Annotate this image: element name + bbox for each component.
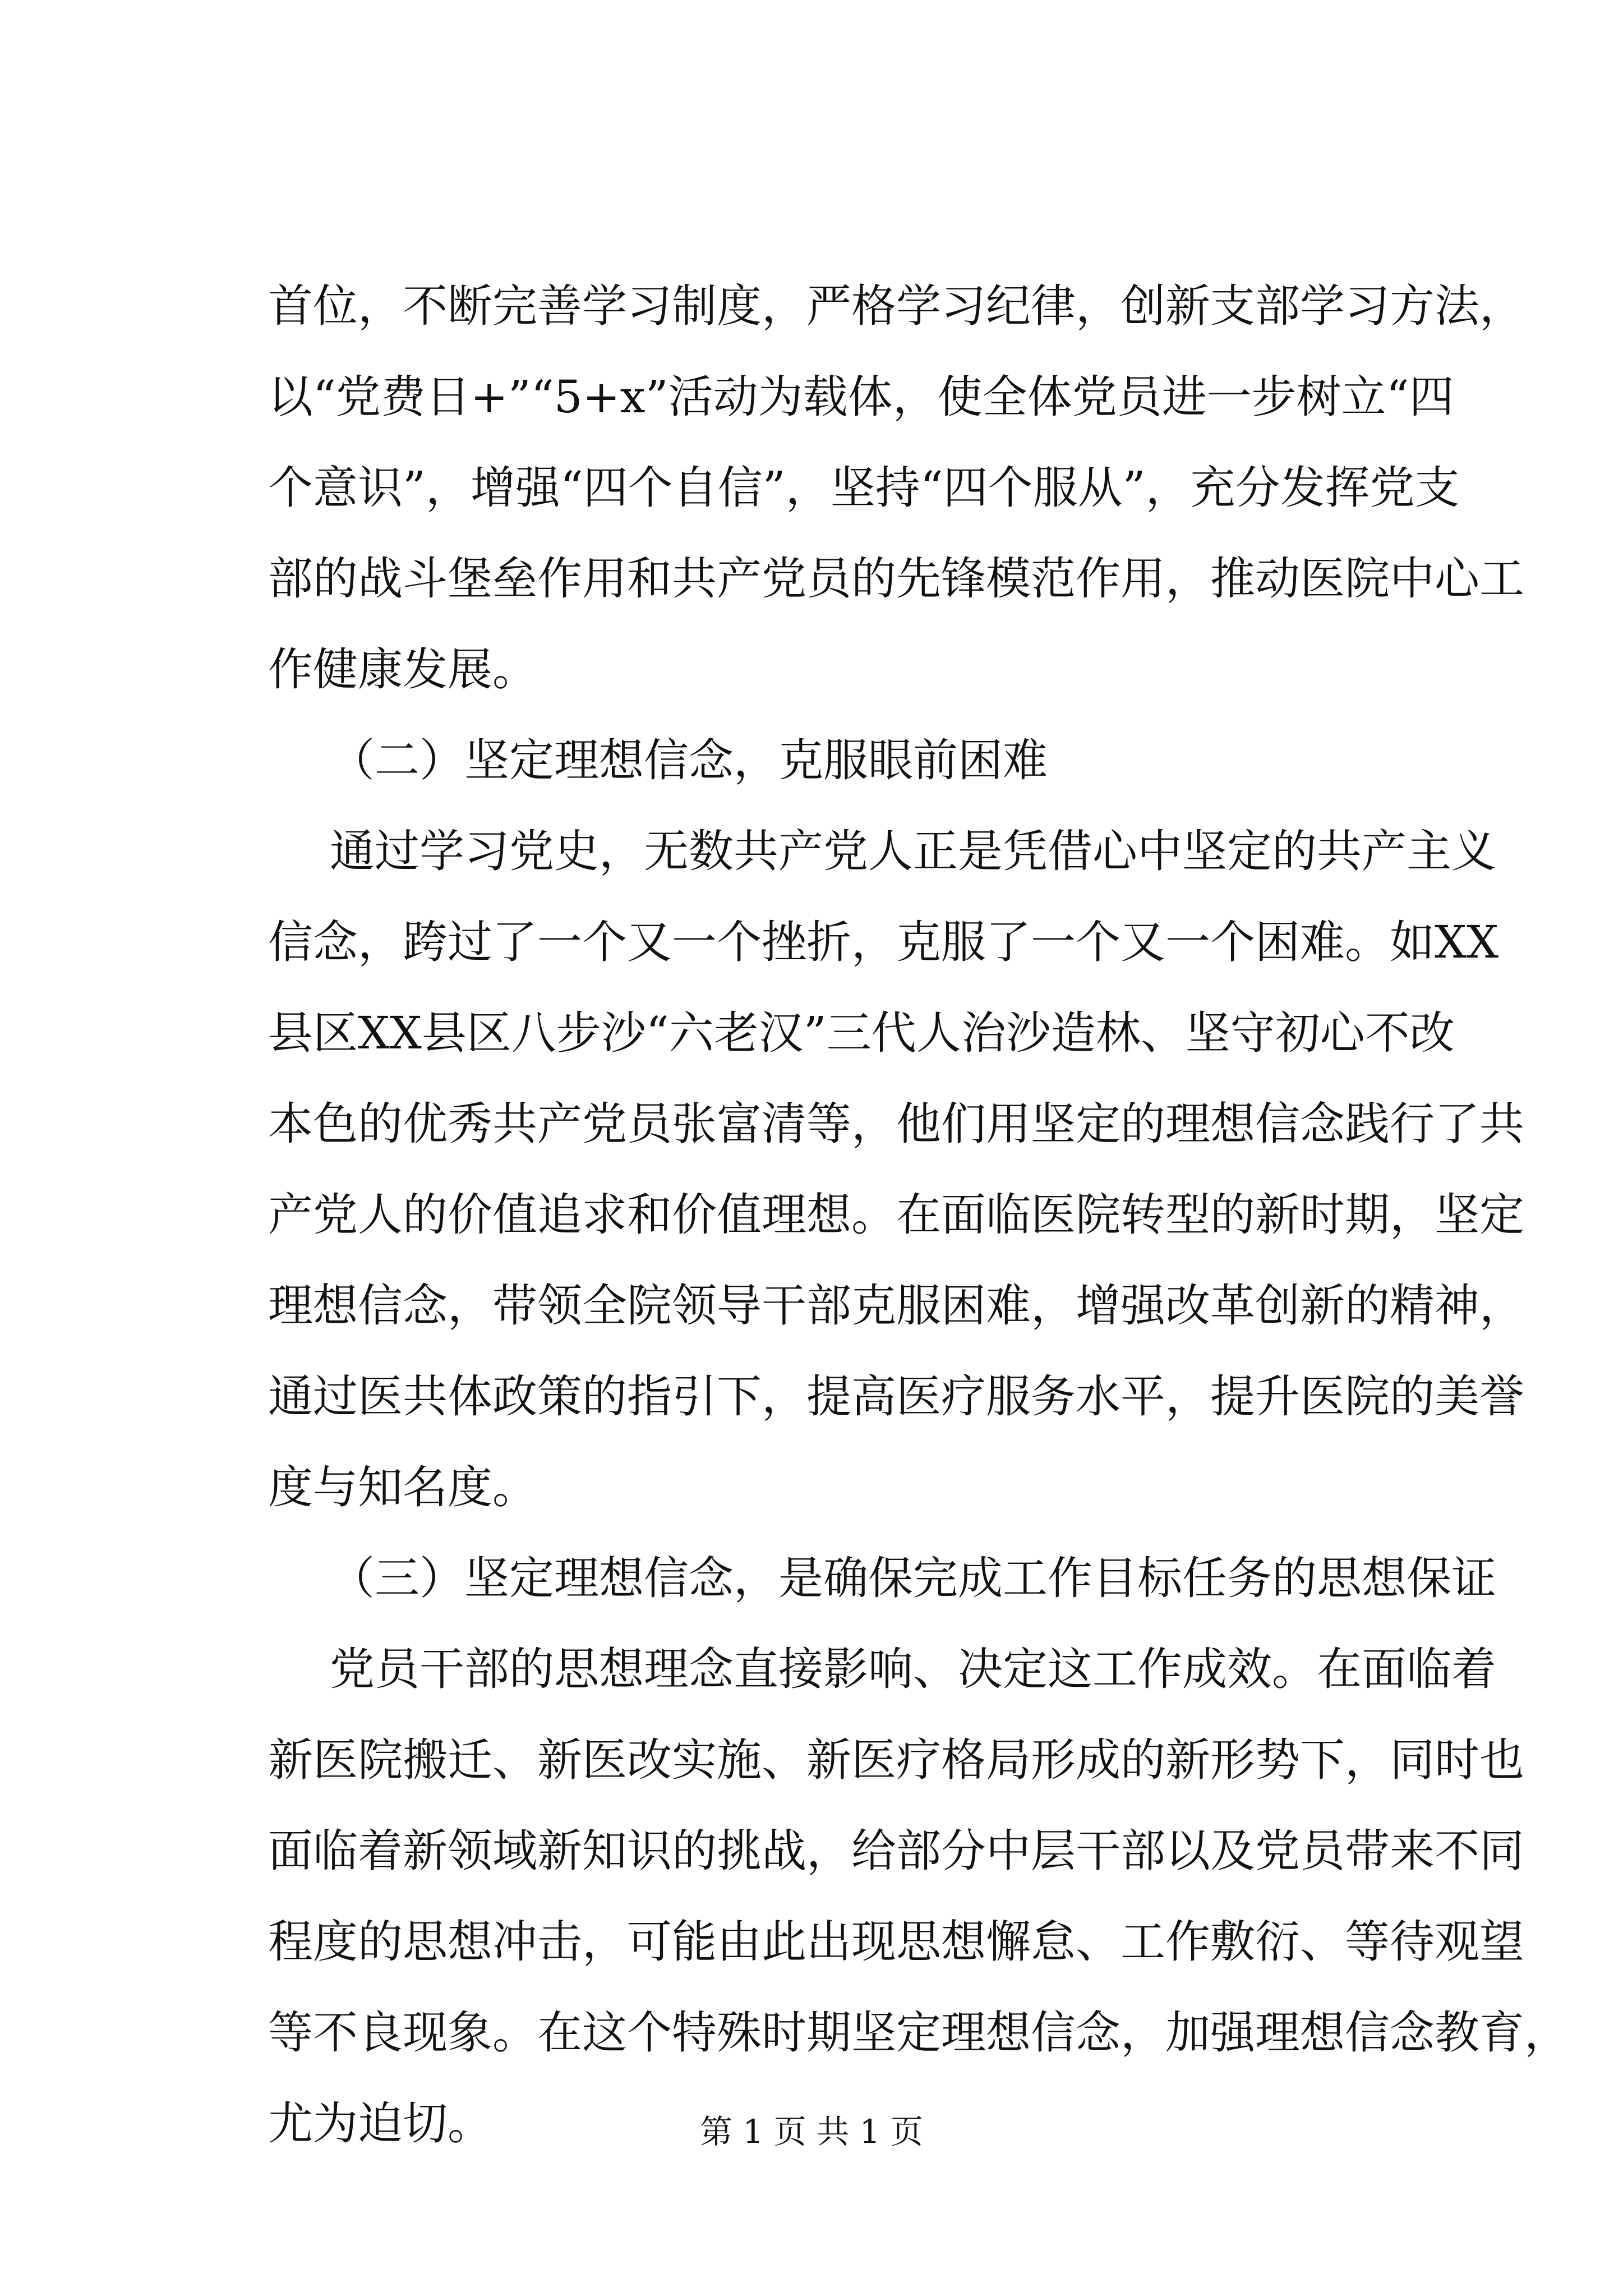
page-footer xyxy=(0,2109,1623,2154)
section-heading: （二）坚定理想信念，克服眼前困难 xyxy=(330,734,1048,786)
body-line: 度与知名度。 xyxy=(268,1461,537,1513)
body-line: 部的战斗堡垒作用和共产党员的先锋模范作用，推动医院中心工 xyxy=(268,553,1524,605)
body-line: 尤为迫切。 xyxy=(268,2097,492,2150)
body-line: 程度的思想冲击，可能由此出现思想懈怠、工作敷衍、等待观望 xyxy=(268,1916,1524,1968)
body-line: 新医院搬迁、新医改实施、新医疗格局形成的新形势下，同时也 xyxy=(268,1734,1524,1786)
paragraph-first-line: 党员干部的思想理念直接影响、决定这工作成效。在面临着 xyxy=(330,1643,1496,1695)
body-line: 等不良现象。在这个特殊时期坚定理想信念，加强理想信念教育， xyxy=(268,2007,1569,2059)
body-line: 本色的优秀共产党员张富清等，他们用坚定的理想信念践行了共 xyxy=(268,1098,1524,1150)
section-heading: （三）坚定理想信念，是确保完成工作目标任务的思想保证 xyxy=(330,1552,1496,1604)
body-line: 作健康发展。 xyxy=(268,643,537,696)
body-line: 个意识”，增强“四个自信”，坚持“四个服从”，充分发挥党支 xyxy=(268,462,1460,514)
body-line: 理想信念，带领全院领导干部克服困难，增强改革创新的精神， xyxy=(268,1280,1524,1332)
body-line: 通过医共体政策的指引下，提高医疗服务水平，提升医院的美誉 xyxy=(268,1370,1524,1423)
page-number-label: 第 1 页 共 1 页 xyxy=(700,2113,923,2151)
document-body xyxy=(268,261,1569,2169)
body-line: 以“党费日+”“5+x”活动为载体，使全体党员进一步树立“四 xyxy=(268,371,1454,423)
body-line: 面临着新领域新知识的挑战，给部分中层干部以及党员带来不同 xyxy=(268,1825,1524,1877)
body-line: 县区XX县区八步沙“六老汉”三代人治沙造林、坚守初心不改 xyxy=(268,1007,1455,1059)
body-line: 首位，不断完善学习制度，严格学习纪律，创新支部学习方法， xyxy=(268,280,1524,332)
body-line: 信念，跨过了一个又一个挫折，克服了一个又一个困难。如XX xyxy=(268,916,1498,968)
body-line: 产党人的价值追求和价值理想。在面临医院转型的新时期，坚定 xyxy=(268,1189,1524,1241)
paragraph-first-line: 通过学习党史，无数共产党人正是凭借心中坚定的共产主义 xyxy=(330,825,1496,877)
